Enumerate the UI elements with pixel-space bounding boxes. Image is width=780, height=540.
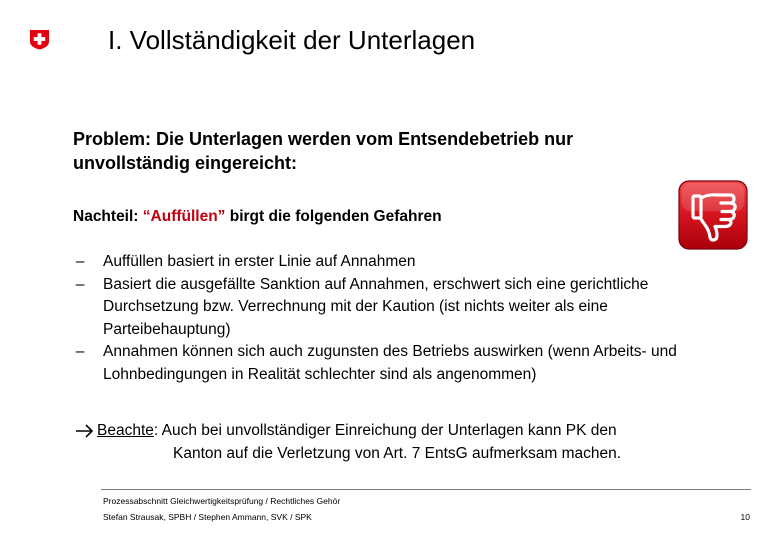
list-dash: – <box>75 343 85 360</box>
list-item-text: Annahmen können sich auch zugunsten des Betriebs auswirken (wenn Arbeits- und Lohnbedingungen in Realität schlechter sind als angenommen) <box>103 343 677 383</box>
disadvantage-label: Nachteil: <box>73 208 139 225</box>
note-text-line1: : Auch bei unvollständiger Einreichung der Unterlagen kann PK den <box>153 422 617 439</box>
list-item <box>73 274 733 342</box>
footer-divider <box>101 489 751 490</box>
risk-list <box>73 251 733 386</box>
list-item <box>73 251 733 274</box>
note-text-line2: Kanton auf die Verletzung von Art. 7 EntsG aufmerksam machen. <box>173 444 622 462</box>
footer-section: Prozessabschnitt Gleichwertigkeitsprüfung / Rechtliches Gehör <box>103 496 341 506</box>
disadvantage-text: birgt die folgenden Gefahren <box>229 208 442 225</box>
swiss-cross-icon <box>29 29 50 50</box>
note-label: Beachte <box>97 422 154 439</box>
page-number: 10 <box>740 512 750 522</box>
list-item <box>73 341 733 386</box>
thumbs-down-icon <box>678 180 748 250</box>
problem-statement: Problem: Die Unterlagen werden vom Entsendebetrieb nur unvollständig eingereicht: <box>73 129 574 173</box>
note-block <box>73 420 733 465</box>
list-dash: – <box>75 253 85 270</box>
footer-authors: Stefan Strausak, SPBH / Stephen Ammann, SVK / SPK <box>103 512 312 522</box>
list-dash: – <box>75 275 85 293</box>
list-item-text: Auffüllen basiert in erster Linie auf Annahmen <box>103 253 416 270</box>
page-title: I. Vollständigkeit der Unterlagen <box>108 25 476 55</box>
list-item-text: Basiert die ausgefällte Sanktion auf Annahmen, erschwert sich eine gerichtliche Durchsetzung bzw. Verrechnung mit der Kaution (ist nichts weiter als eine Parteibehauptung) <box>103 275 649 338</box>
disadvantage-highlight: “Auffüllen” <box>142 208 226 225</box>
arrow-right-icon <box>73 420 97 442</box>
disadvantage-heading <box>73 206 633 228</box>
